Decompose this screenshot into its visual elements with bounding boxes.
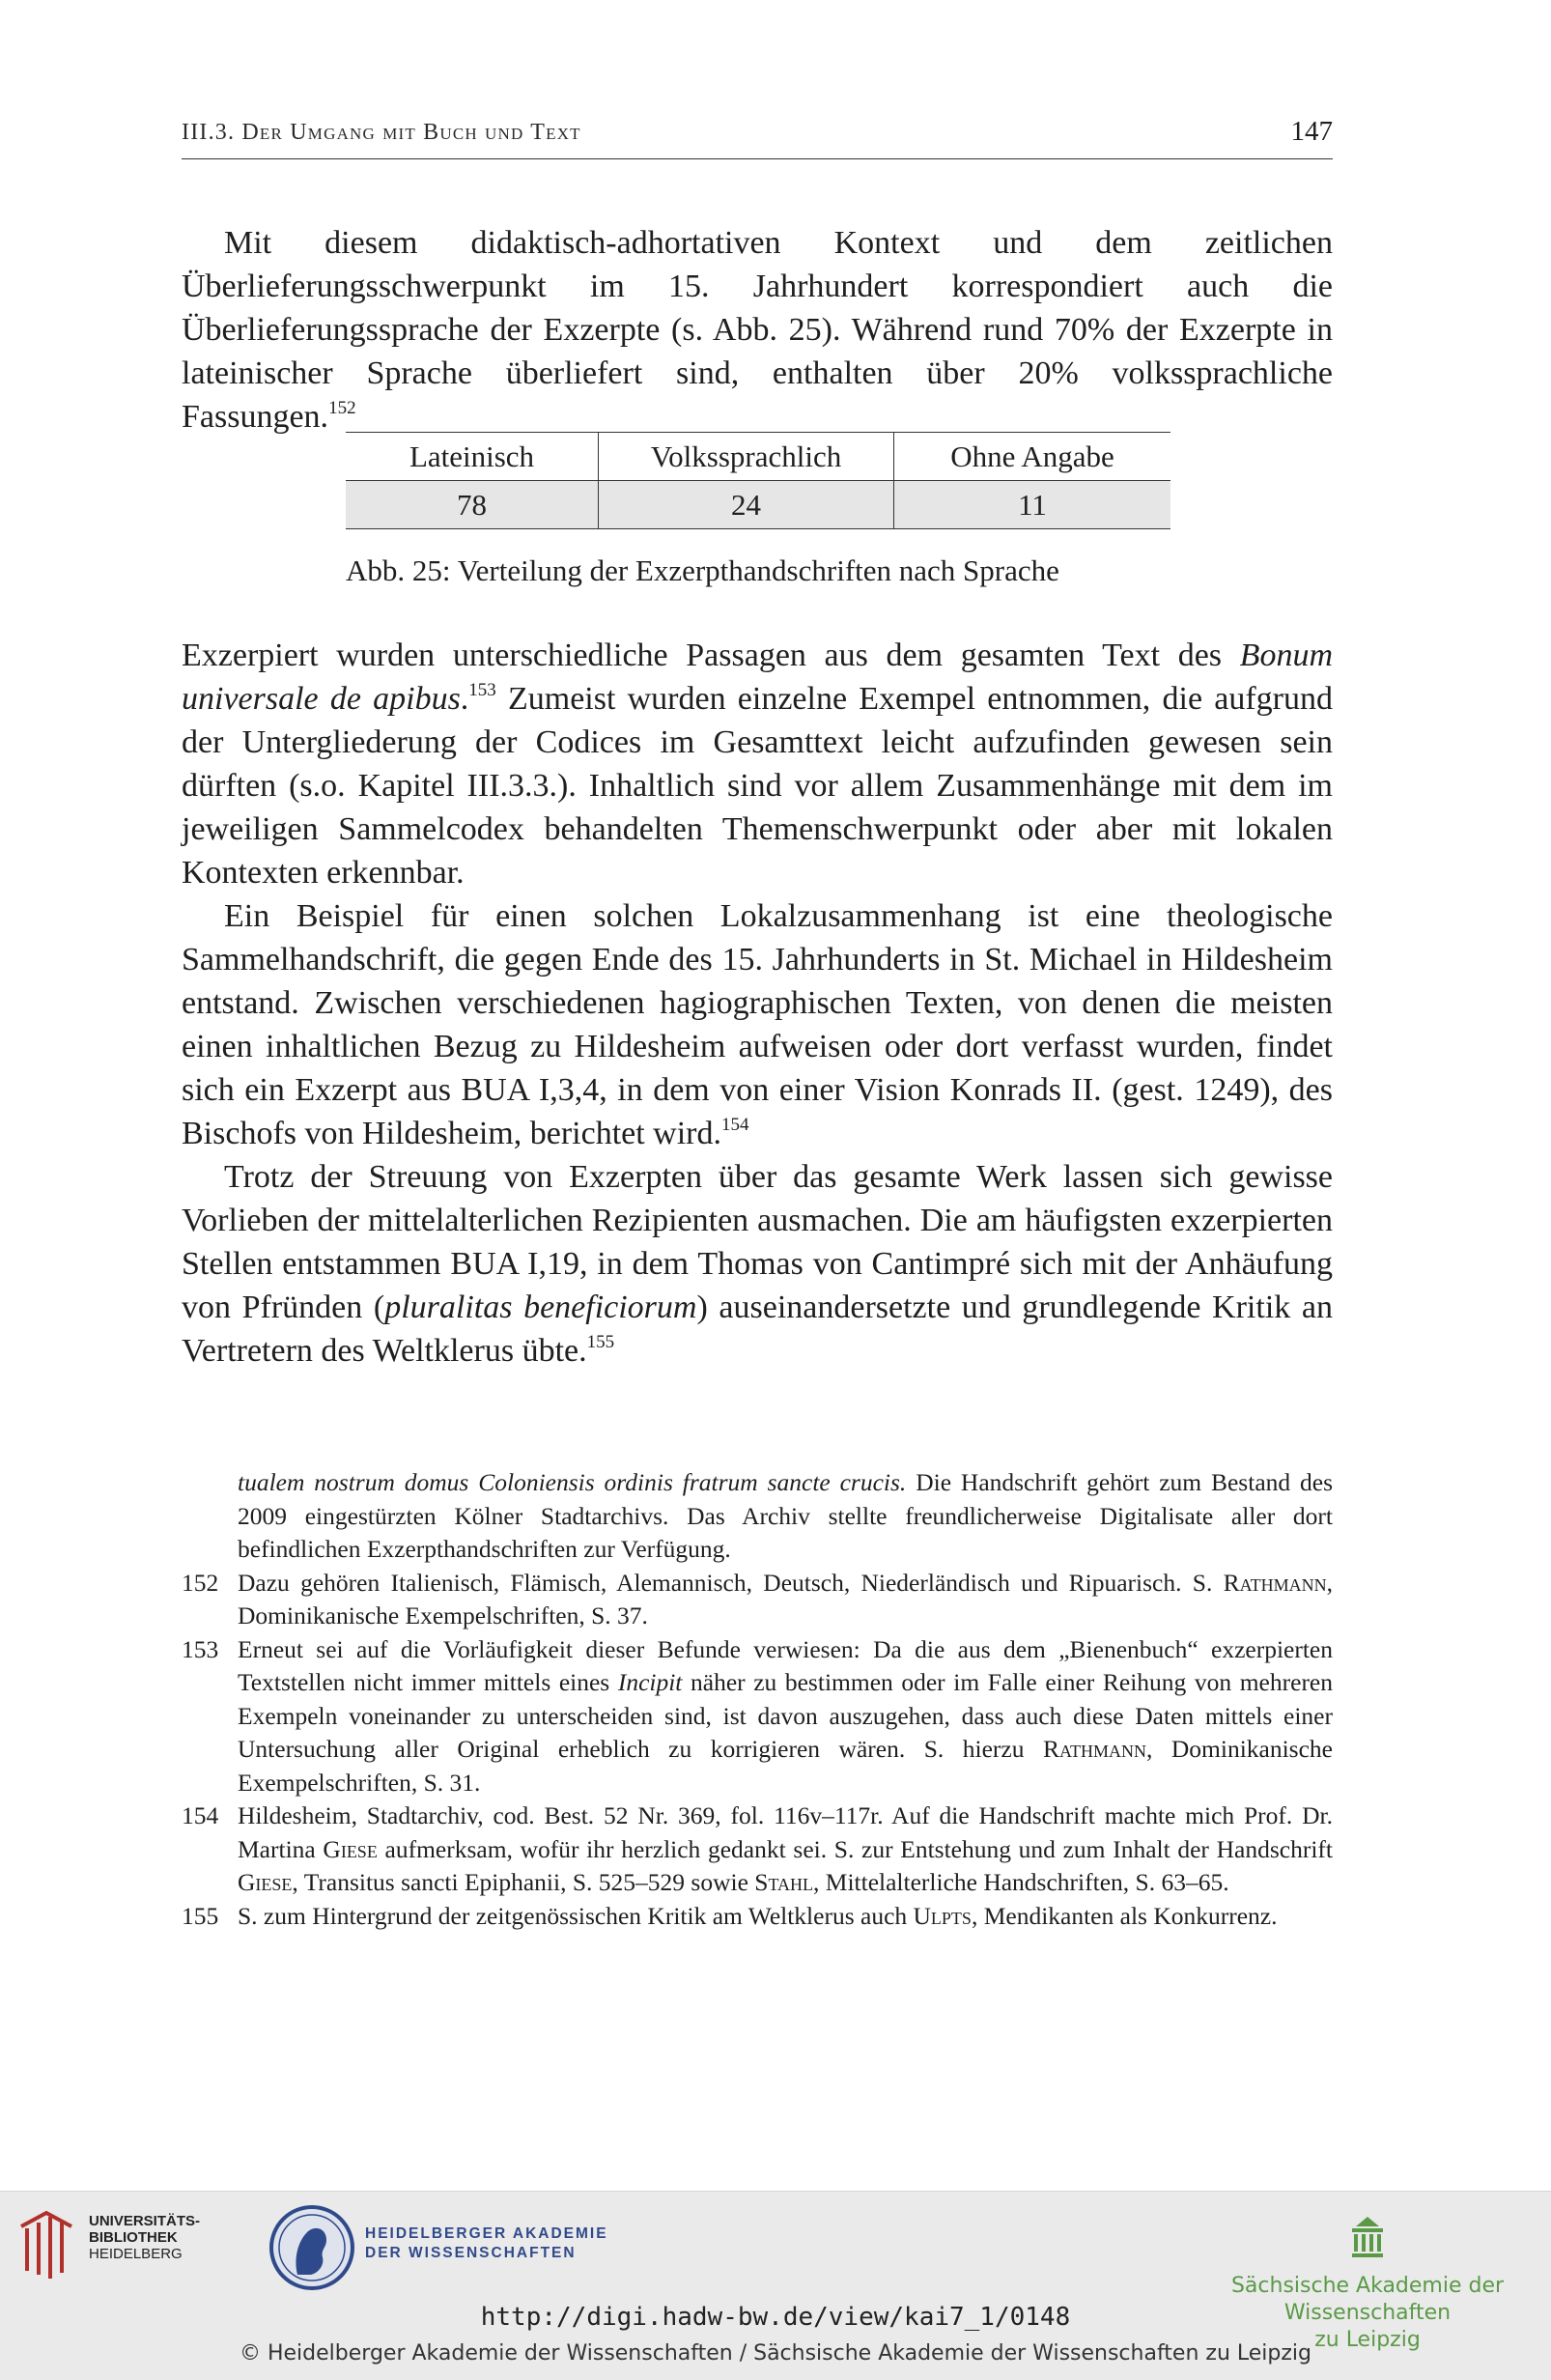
footnote-153: 153 Erneut sei auf die Vorläufigkeit dieser Befunde verwiesen: Da die aus dem „Bienenbuch“ exzerpierten Textstellen nicht immer mittels eines Incipit näher zu bestimmen oder im Falle einer Reihung von mehreren Exempeln voneinander zu unterscheiden sind, ist davon auszugehen, dass auch diese Daten mittels einer Untersuchung aller Original erheblich zu korrigieren wären. S. hierzu Rathmann, Dominikanische Exempelschriften, S. 31. bbox=[182, 1634, 1333, 1797]
header-lateinisch: Lateinisch bbox=[346, 433, 599, 481]
page-number: 147 bbox=[1290, 116, 1333, 147]
footnote-155: 155 S. zum Hintergrund der zeitgenössischen Kritik am Weltklerus auch Ulpts, Mendikanten als Konkurrenz. bbox=[182, 1901, 1278, 1930]
cell-volkssprachlich: 24 bbox=[599, 481, 894, 529]
footnotes bbox=[182, 1466, 1333, 1933]
footnote-152: 152 Dazu gehören Italienisch, Flämisch, Alemannisch, Deutsch, Niederländisch und Ripuarisch. S. Rathmann, Dominikanische Exempelschriften, S. 37. bbox=[182, 1568, 1333, 1629]
table-row bbox=[346, 481, 1170, 529]
header-ohne-angabe: Ohne Angabe bbox=[894, 433, 1171, 481]
header-volkssprachlich: Volkssprachlich bbox=[599, 433, 894, 481]
saw-leipzig-building-icon bbox=[1350, 2215, 1385, 2257]
table-header-row bbox=[346, 433, 1170, 481]
cell-lateinisch: 78 bbox=[346, 481, 599, 529]
digitization-banner bbox=[0, 2191, 1551, 2380]
running-head bbox=[182, 116, 1333, 159]
language-table bbox=[346, 432, 1170, 529]
footnote-154: 154 Hildesheim, Stadtarchiv, cod. Best. 52 Nr. 369, fol. 116v–117r. Auf die Handschrift machte mich Prof. Dr. Martina Giese aufmerksam, wofür ihr herzlich gedankt sei. S. zur Entstehung und zum Inhalt der Handschrift Giese, Transitus sancti Epiphanii, S. 525–529 sowie Stahl, Mittelalterliche Handschriften, S. 63–65. bbox=[182, 1801, 1333, 1896]
cell-ohne-angabe: 11 bbox=[894, 481, 1171, 529]
paragraph-3: Ein Beispiel für einen solchen Lokalzusammenhang ist eine theologische Sammelhandschrift, die gegen Ende des 15. Jahrhunderts in St. Michael in Hildesheim entstand. Zwischen verschiedenen hagiographischen Texten, von denen die meisten einen inhaltlichen Bezug zu Hildesheim aufweisen oder dort verfasst wurden, findet sich ein Exzerpt aus BUA I,3,4, in dem von einer Vision Konrads II. (gest. 1249), des Bischofs von Hildesheim, berichtet wird.$^{154}$ bbox=[182, 898, 1333, 1151]
saw-leipzig-name: Sächsische Akademie der Wissenschaften zu Leipzig bbox=[1230, 2274, 1505, 2352]
section-title: III.3. Der Umgang mit Buch und Text bbox=[182, 120, 581, 145]
copyright-notice: © Heidelberger Akademie der Wissenschaften / Sächsische Akademie der Wissenschaften zu Leipzig bbox=[239, 2341, 1311, 2366]
source-url-link[interactable]: http://digi.hadw-bw.de/view/kai7_1/0148 bbox=[480, 2303, 1071, 2332]
ub-heidelberg-name: UNIVERSITÄTS- BIBLIOTHEK HEIDELBERG bbox=[89, 2213, 201, 2262]
footnote-ref-154[interactable]: 154 bbox=[721, 1115, 749, 1135]
italic-title: Bonum universale de apibus bbox=[182, 638, 1333, 717]
hadw-name: HEIDELBERGER AKADEMIE DER WISSENSCHAFTEN bbox=[365, 2225, 608, 2261]
ub-heidelberg-logo-icon bbox=[17, 2205, 79, 2282]
hadw-medallion-icon bbox=[268, 2199, 355, 2296]
footnote-ref-152[interactable]: 152 bbox=[328, 398, 356, 418]
body-section bbox=[182, 634, 1333, 1373]
footnote-ref-155[interactable]: 155 bbox=[586, 1332, 615, 1352]
footnote-continued: tualem nostrum domus Coloniensis ordinis fratrum sancte crucis. Die Handschrift gehört zum Bestand des 2009 eingestürzten Kölner Stadtarchivs. Das Archiv stellte freundlicherweise Digitalisate aller dort befindlichen Exzerpthandschriften zur Verfügung. bbox=[238, 1468, 1334, 1563]
figure-caption: Abb. 25: Verteilung der Exzerpthandschriften nach Sprache bbox=[346, 553, 1059, 587]
paragraph-1: Mit diesem didaktisch-adhortativen Kontext und dem zeitlichen Überlieferungsschwerpunkt im 15. Jahrhundert korrespondiert auch die Überlieferungssprache der Exzerpte (s. Abb. 25). Während rund 70% der Exzerpte in lateinischer Sprache überliefert sind, enthalten über 20% volkssprachliche Fassungen.$^{152}$ bbox=[182, 225, 1333, 435]
paragraph-4: Trotz der Streuung von Exzerpten über das gesamte Werk lassen sich gewisse Vorlieben der mittelalterlichen Rezipienten ausmachen. Die am häufigsten exzerpierten Stellen entstammen BUA I,19, in dem Thomas von Cantimpré sich mit der Anhäufung von Pfründen (pluralitas beneficiorum) auseinandersetzte und grundlegende Kritik an Vertretern des Weltklerus übte.$^{155}$ bbox=[182, 1159, 1333, 1369]
paragraph-2: Exzerpiert wurden unterschiedliche Passagen aus dem gesamten Text des Bonum universale de apibus.$^{153}$ Zumeist wurden einzelne Exempel entnommen, die aufgrund der Untergliederung der Codices im Gesamttext leicht aufzufinden gewesen sein dürften (s.o. Kapitel III.3.3.). Inhaltlich sind vor allem Zusammenhänge mit dem im jeweiligen Sammelcodex behandelten Themenschwerpunkt oder aber mit lokalen Kontexten erkennbar. bbox=[182, 638, 1333, 891]
footnote-ref-153[interactable]: 153 bbox=[468, 680, 496, 700]
